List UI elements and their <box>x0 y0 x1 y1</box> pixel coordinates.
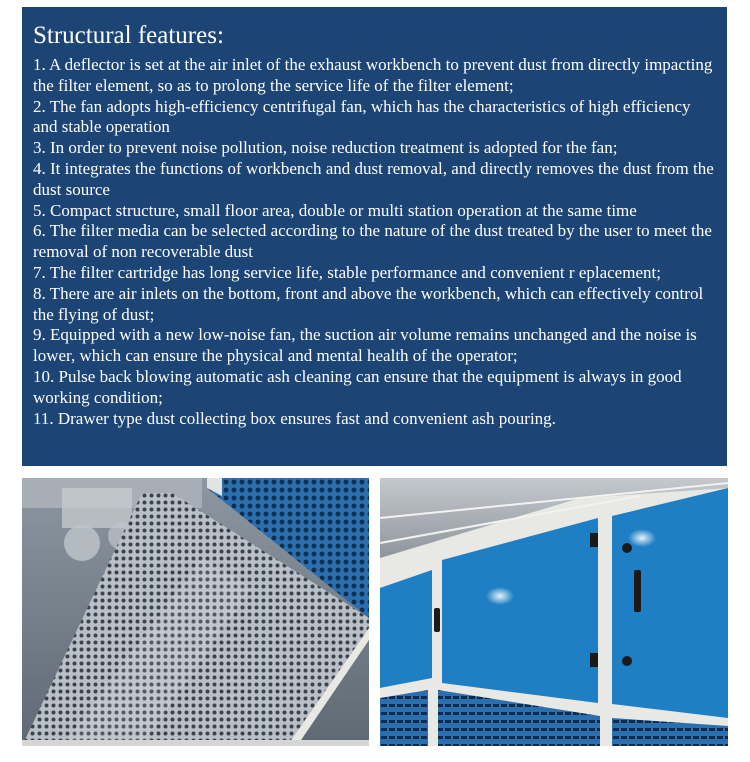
structural-features-panel <box>22 7 727 466</box>
cabinet-illustration <box>380 478 728 746</box>
feature-item: 3. In order to prevent noise pollution, noise reduction treatment is adopted for the fan; <box>33 138 618 158</box>
feature-item: 9. Equipped with a new low-noise fan, the suction air volume remains unchanged and the noise is lower, which can ensure the physical and mental health of the operator; <box>33 325 697 366</box>
features-list <box>33 55 717 429</box>
feature-item: 5. Compact structure, small floor area, double or multi station operation at the same time <box>33 200 637 220</box>
feature-item: 4. It integrates the functions of workbench and dust removal, and directly removes the dust from the dust source <box>33 158 714 199</box>
filter-cabinet-photo <box>380 478 728 746</box>
feature-item: 1. A deflector is set at the air inlet of the exhaust workbench to prevent dust from directly impacting the filter element, so as to prolong the service life of the filter element; <box>33 55 713 95</box>
feature-item: 11. Drawer type dust collecting box ensures fast and convenient ash pouring. <box>33 408 556 428</box>
feature-item: 7. The filter cartridge has long service life, stable performance and convenient r eplacement; <box>33 262 661 282</box>
workbench-photo <box>22 478 369 746</box>
feature-item: 10. Pulse back blowing automatic ash cleaning can ensure that the equipment is always in good working condition; <box>33 366 682 407</box>
feature-item: 6. The filter media can be selected according to the nature of the dust treated by the user to meet the removal of non recoverable dust <box>33 221 712 262</box>
feature-item: 2. The fan adopts high-efficiency centrifugal fan, which has the characteristics of high efficiency and stable operation <box>33 96 691 137</box>
workbench-illustration <box>22 478 369 746</box>
features-title: Structural features: <box>33 22 224 49</box>
feature-item: 8. There are air inlets on the bottom, front and above the workbench, which can effectively control the flying of dust; <box>33 283 704 324</box>
